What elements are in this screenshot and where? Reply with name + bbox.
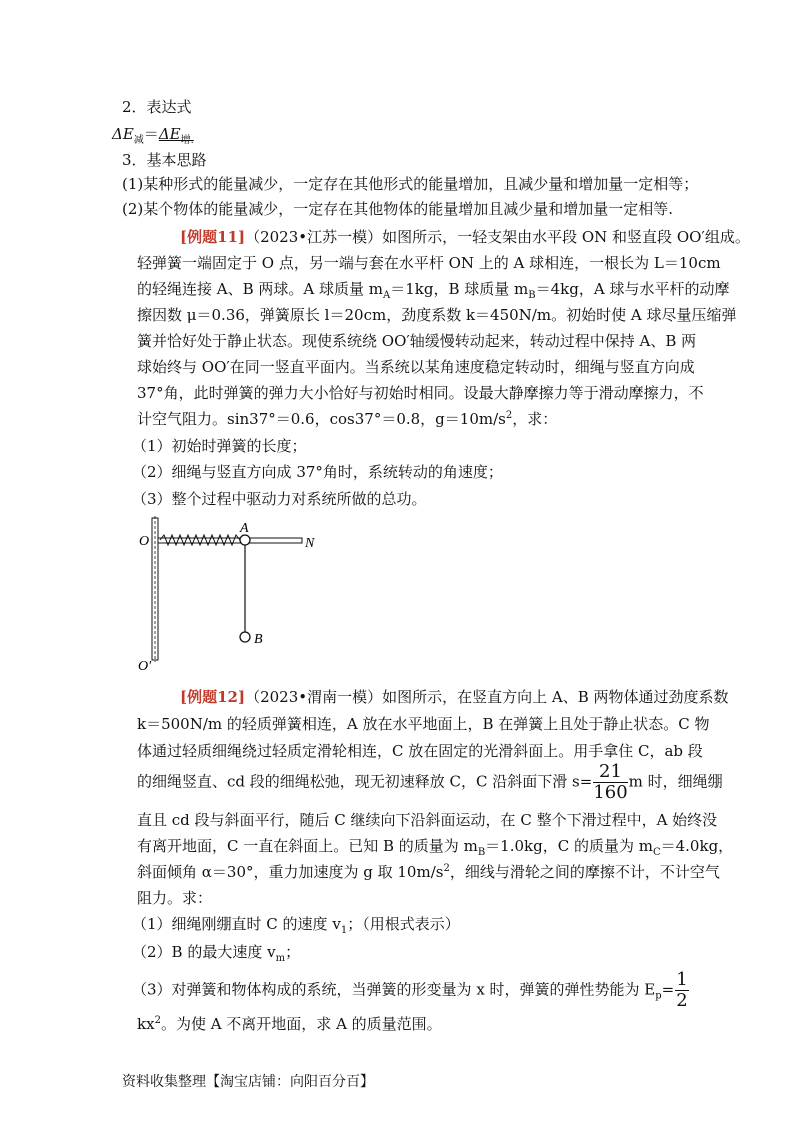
approach-point-1: (1)某种形式的能量减少，一定存在其他形式的能量增加，且减少量和增加量一定相等； bbox=[122, 175, 699, 193]
example12-line4: 的细绳竖直、cd 段的细绳松弛，现无初速释放 C，C 沿斜面下滑 s= $\frac{21}{160}$ m 时，细绳绷 bbox=[137, 761, 723, 803]
elastic-energy-fraction: $\frac{1}{2}$ bbox=[676, 969, 688, 1011]
label-o: O bbox=[139, 534, 150, 549]
formula-eq: ＝ bbox=[143, 125, 159, 143]
label-o-prime: O′ bbox=[138, 659, 152, 670]
example11-line1: [例题11]（2023•江苏一模）如图所示，一轻支架由水平段 ON 和竖直段 OO′组成。 bbox=[180, 228, 750, 246]
example12-line5: 直且 cd 段与斜面平行，随后 C 继续向下沿斜面运动，在 C 整个下滑过程中，A 始终没 bbox=[137, 811, 718, 829]
example11-line7: 37°角，此时弹簧的弹力大小恰好与初始时相同。设最大静摩擦力等于滑动摩擦力，不 bbox=[137, 384, 704, 402]
ball-b bbox=[240, 632, 250, 642]
example12-line2: k＝500N/m 的轻质弹簧相连，A 放在水平地面上，B 在弹簧上且处于静止状态。C 物 bbox=[137, 715, 710, 733]
example11-question2: （2）细绳与竖直方向成 37°角时，系统转动的角速度； bbox=[132, 463, 503, 481]
label-b: B bbox=[254, 632, 263, 647]
example12-question2: （2）B 的最大速度 $v_m$； bbox=[132, 943, 301, 964]
example12-question1: （1）细绳刚绷直时 C 的速度 $v_1$；（用根式表示） bbox=[132, 915, 460, 936]
footer-source: 资料收集整理【淘宝店铺：向阳百分百】 bbox=[122, 1074, 374, 1090]
ball-a bbox=[240, 535, 250, 545]
example11-tag: [例题11] bbox=[180, 228, 246, 246]
example12-line1: [例题12]（2023•渭南一模）如图所示，在竖直方向上 A、B 两物体通过劲度系数 bbox=[180, 688, 729, 706]
section-heading-expression: 2．表达式 bbox=[122, 98, 192, 116]
example11-line4: 擦因数 μ＝0.36，弹簧原长 l＝20cm，劲度系数 k＝450N/m。初始时使 A 球尽量压缩弹 bbox=[137, 306, 737, 324]
example12-tag: [例题12] bbox=[180, 688, 246, 706]
example11-question1: （1）初始时弹簧的长度； bbox=[132, 437, 307, 455]
formula-rhs-sub: 增. bbox=[180, 135, 194, 146]
formula-lhs: ΔE bbox=[112, 125, 134, 143]
slide-distance-fraction: $\frac{21}{160}$ bbox=[593, 761, 628, 803]
example11-figure bbox=[130, 510, 330, 670]
example11-line2: 轻弹簧一端固定于 O 点，另一端与套在水平杆 ON 上的 A 球相连，一根长为 L＝10cm bbox=[137, 254, 721, 272]
example11-line8: 计空气阻力。sin37°＝0.6，cos37°＝0.8，$g=10m/s^2$，求： bbox=[137, 410, 558, 428]
formula-lhs-sub: 减 bbox=[133, 135, 144, 146]
label-a: A bbox=[240, 521, 249, 536]
example11-line3: 的轻绳连接 A、B 两球。A 球质量 $m_A=1kg$，B 球质量 $m_B=4kg$，A 球与水平杆的动摩 bbox=[137, 280, 730, 301]
example12-question3: （3）对弹簧和物体构成的系统，当弹簧的形变量为 x 时，弹簧的弹性势能为 $E_p=$ $\frac{1}{2}$ bbox=[132, 969, 688, 1011]
example11-line6: 球始终与 OO′在同一竖直平面内。当系统以某角速度稳定转动时，细绳与竖直方向成 bbox=[137, 358, 695, 376]
example12-line3: 体通过轻质细绳绕过轻质定滑轮相连，C 放在固定的光滑斜面上。用手拿住 C，ab 段 bbox=[137, 742, 703, 760]
example11-question3: （3）整个过程中驱动力对系统所做的总功。 bbox=[132, 490, 427, 508]
example12-line7: 斜面倾角 α＝30°，重力加速度为 g 取 $10m/s^2$，细线与滑轮之间的摩擦不计，不计空气 bbox=[137, 863, 720, 881]
label-n: N bbox=[305, 536, 315, 551]
example12-question3-cont: $kx^2$。为使 A 不离开地面，求 A 的质量范围。 bbox=[137, 1015, 442, 1033]
energy-conservation-formula bbox=[112, 124, 194, 144]
formula-rhs: ΔE bbox=[158, 125, 181, 143]
example12-line6: 有离开地面，C 一直在斜面上。已知 B 的质量为 $m_B=1.0kg$，C 的质量为 $m_C=4.0kg$， bbox=[137, 837, 734, 858]
section-heading-approach: 3．基本思路 bbox=[122, 151, 207, 169]
approach-point-2: (2)某个物体的能量减少，一定存在其他物体的能量增加且减少量和增加量一定相等. bbox=[122, 200, 674, 218]
example12-line8: 阻力。求： bbox=[137, 889, 213, 907]
example11-line5: 簧并恰好处于静止状态。现使系统绕 OO′轴缓慢转动起来，转动过程中保持 A、B 两 bbox=[137, 332, 697, 350]
